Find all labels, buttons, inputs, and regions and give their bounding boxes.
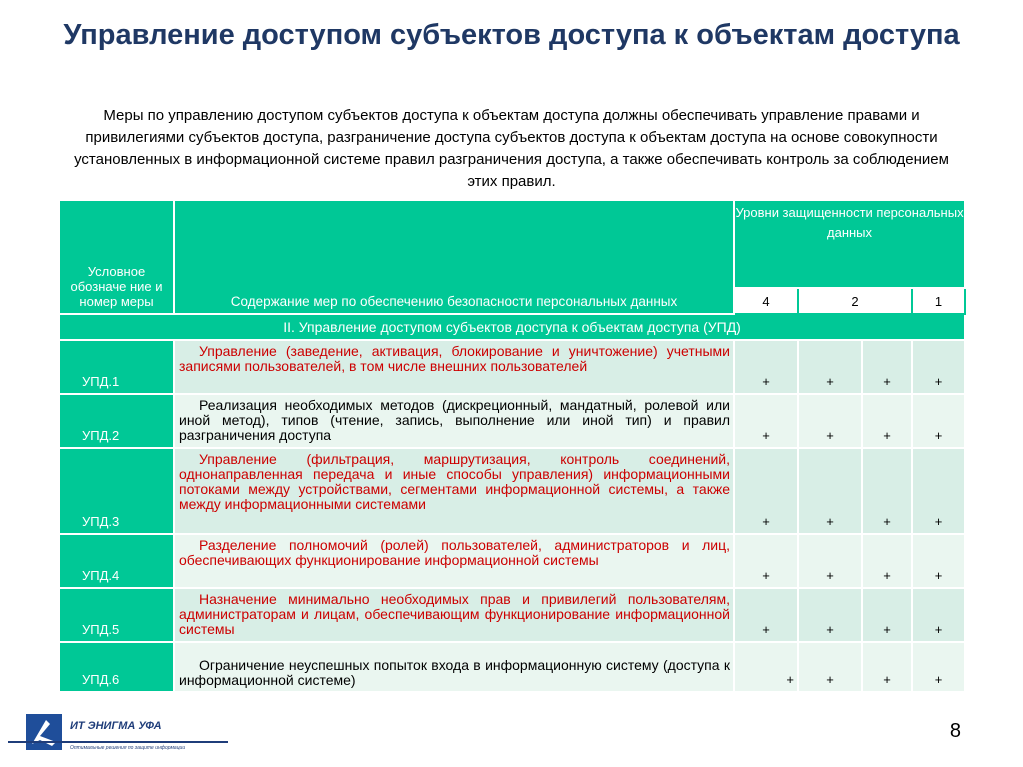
mark-cell: + bbox=[798, 448, 862, 534]
company-logo bbox=[12, 712, 228, 756]
measure-text: Управление (заведение, активация, блокирование и уничтожение) учетными записями пользователей, в том числе внешних пользователей bbox=[174, 340, 734, 394]
mark-cell: + bbox=[862, 642, 912, 692]
table-row bbox=[59, 340, 965, 394]
intro-paragraph: Меры по управлению доступом субъектов доступа к объектам доступа должны обеспечивать управление правами и привилегиями субъектов доступа, разграничение доступа субъектов доступа к объектам доступа на основе совокупности установленных в информационной системе правил разграничения доступа, а также обеспечивать контроль за соблюдением этих правил. bbox=[74, 107, 949, 190]
table-row bbox=[59, 448, 965, 534]
measure-text: Разделение полномочий (ролей) пользователей, администраторов и лиц, обеспечивающих функционирование информационной системы bbox=[174, 534, 734, 588]
header-content: Содержание мер по обеспечению безопасности персональных данных bbox=[174, 200, 734, 314]
level-4: 4 bbox=[734, 288, 798, 314]
table-row bbox=[59, 534, 965, 588]
measure-code: УПД.1 bbox=[59, 340, 174, 394]
section-header: II. Управление доступом субъектов доступа к объектам доступа (УПД) bbox=[59, 314, 965, 340]
mark-cell: + bbox=[798, 340, 862, 394]
mark-cell: + bbox=[862, 448, 912, 534]
header-code: Условное обозначе ние и номер меры bbox=[59, 200, 174, 314]
mark-cell: + bbox=[734, 340, 798, 394]
page-number: 8 bbox=[949, 720, 961, 742]
mark-cell: + bbox=[798, 642, 862, 692]
level-1: 1 bbox=[912, 288, 965, 314]
mark-cell: + bbox=[912, 448, 965, 534]
mark-cell: + bbox=[862, 394, 912, 448]
measure-code: УПД.3 bbox=[59, 448, 174, 534]
measure-text: Управление (фильтрация, маршрутизация, контроль соединений, однонаправленная передача и иные способы управления) информационными потоками между устройствами, сегментами информационной системы, а также между информационными системами bbox=[174, 448, 734, 534]
mark-cell: + bbox=[734, 642, 798, 692]
mark-cell: + bbox=[912, 588, 965, 642]
logo-name: ИТ ЭНИГМА УФА bbox=[70, 720, 162, 732]
header-levels: Уровни защищенности персональных данных bbox=[734, 200, 965, 288]
table-row bbox=[59, 588, 965, 642]
mark-cell: + bbox=[912, 534, 965, 588]
measure-text: Реализация необходимых методов (дискреционный, мандатный, ролевой или иной метод), типов (чтение, запись, выполнение или иной тип) и правил разграничения доступа bbox=[174, 394, 734, 448]
slide-title: Управление доступом субъектов доступа к объектам доступа bbox=[63, 19, 960, 51]
mark-cell: + bbox=[912, 394, 965, 448]
mark-cell: + bbox=[798, 534, 862, 588]
measures-table bbox=[58, 199, 966, 693]
mark-cell: + bbox=[862, 534, 912, 588]
measure-code: УПД.4 bbox=[59, 534, 174, 588]
mark-cell: + bbox=[862, 588, 912, 642]
measure-text: Назначение минимально необходимых прав и привилегий пользователям, администраторам и лицам, обеспечивающим функционирование информационной системы bbox=[174, 588, 734, 642]
mark-cell: + bbox=[734, 394, 798, 448]
mark-cell: + bbox=[798, 588, 862, 642]
measure-code: УПД.2 bbox=[59, 394, 174, 448]
measure-code: УПД.5 bbox=[59, 588, 174, 642]
mark-cell: + bbox=[912, 340, 965, 394]
mark-cell: + bbox=[912, 642, 965, 692]
logo-tagline: Оптимальные решения по защите информации bbox=[70, 745, 186, 751]
mark-cell: + bbox=[862, 340, 912, 394]
measure-code: УПД.6 bbox=[59, 642, 174, 692]
table-row bbox=[59, 394, 965, 448]
table-row bbox=[59, 642, 965, 692]
level-2: 2 bbox=[798, 288, 912, 314]
mark-cell: + bbox=[798, 394, 862, 448]
measure-text: Ограничение неуспешных попыток входа в информационную систему (доступа к информационной системе) bbox=[174, 642, 734, 692]
mark-cell: + bbox=[734, 448, 798, 534]
mark-cell: + bbox=[734, 534, 798, 588]
mark-cell: + bbox=[734, 588, 798, 642]
logo-underline bbox=[8, 741, 228, 743]
